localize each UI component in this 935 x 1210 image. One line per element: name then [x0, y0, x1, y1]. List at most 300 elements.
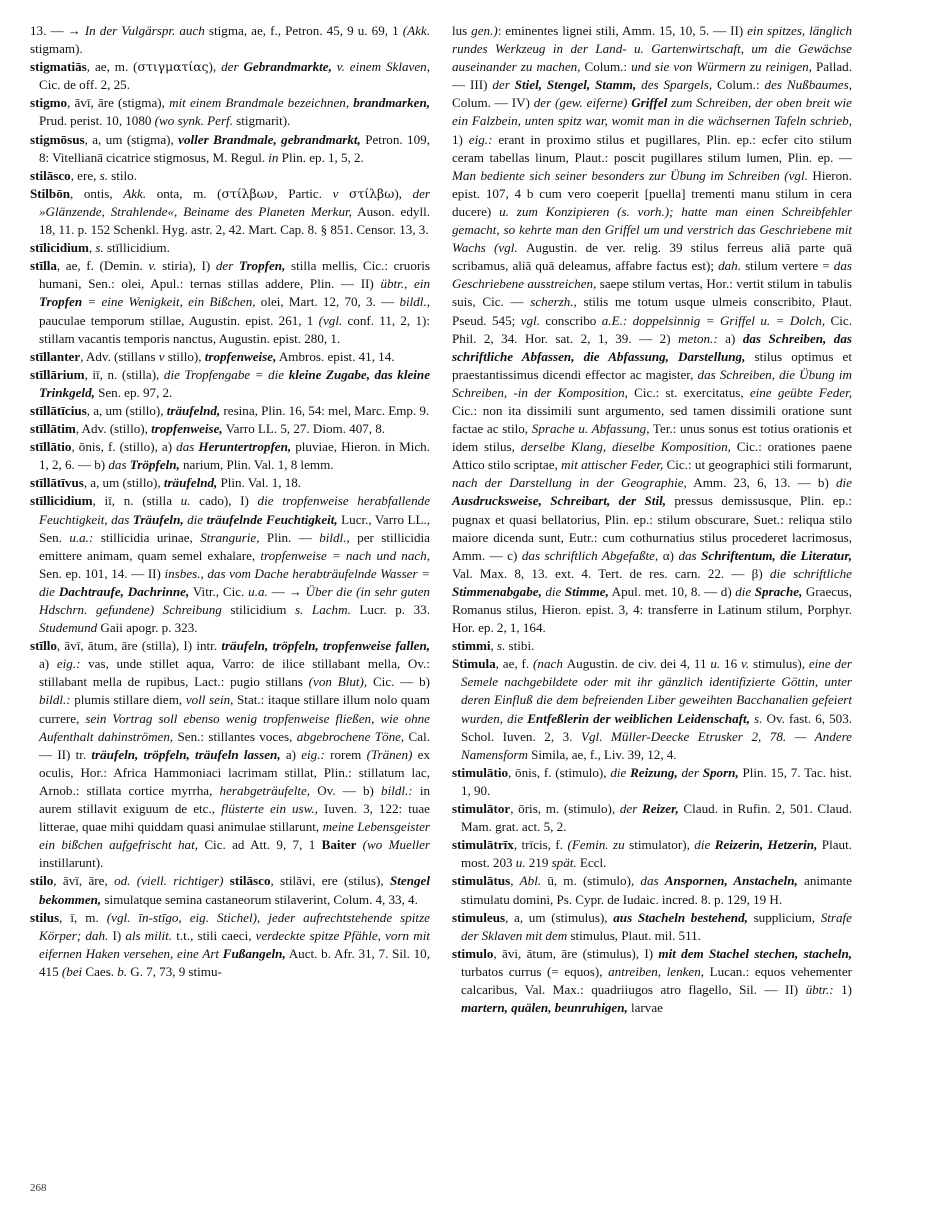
entry-headword: stimulātrīx — [452, 837, 514, 853]
entry-gloss-italic: (wo synk. Perf. — [154, 113, 237, 129]
entry-text: Plin. — — [259, 529, 320, 545]
entry-text: Colum.: — [712, 77, 765, 93]
entry-gloss-italic: die schriftliche — [769, 565, 852, 581]
entry-gloss-italic: die — [610, 764, 631, 780]
entry-gloss-italic: in — [268, 149, 282, 165]
entry-text: stilo. — [111, 167, 138, 183]
entry-headword: stimulātus — [452, 873, 511, 889]
entry-gloss-bold: martern, quälen, beunruhigen, — [461, 1000, 628, 1016]
entry-gloss-bold: Tropfen — [39, 294, 83, 310]
entry-text: 13. — [30, 23, 51, 38]
entry-gloss-italic: s. — [497, 638, 509, 654]
entry-text: , trīcis, f. — [513, 837, 568, 853]
entry-gloss-bold: träufelnd, — [166, 402, 221, 418]
entry-text: Ambros. epist. 41, 14. — [276, 348, 395, 364]
entry-gloss-bold: Stimmenabgabe, — [452, 583, 542, 599]
dictionary-entry — [30, 402, 430, 420]
entry-text: Vitr., Cic. — [189, 583, 249, 599]
entry-text: larvae — [627, 1000, 663, 1016]
entry-text: , ōnis, f. (stillo), a) — [71, 439, 177, 455]
entry-gloss-italic: od. (viell. richtiger) — [114, 873, 230, 889]
entry-text: , a, um (stillo), — [83, 475, 164, 491]
entry-gloss-italic: = eine Wenigkeit, ein Bißchen, — [82, 294, 256, 310]
entry-text: Ter.: unus sonus est totius orationis et idem stilus, — [452, 421, 852, 455]
entry-gloss-italic: abgebrochene Töne, — [296, 728, 405, 744]
entry-gloss-italic: (vgl. — [106, 909, 139, 925]
entry-gloss-bold: kleine Zugabe, das kleine Trinkgeld, — [39, 366, 431, 400]
entry-gloss-italic: das — [640, 873, 665, 889]
entry-gloss-bold: brandmarken, — [353, 95, 430, 111]
entry-text: 1) — [841, 981, 852, 997]
entry-text: Augustin. de civ. dei 4, 11 — [566, 656, 711, 672]
entry-gloss-italic: meine Lebensgeister ein bißchen aufgefrischt hat, — [39, 819, 430, 853]
entry-gloss-italic: v — [332, 185, 350, 201]
dictionary-entry — [452, 764, 852, 800]
dictionary-entry — [30, 131, 430, 167]
entry-gloss-bold: Reizerin, Hetzerin, — [714, 837, 818, 853]
entry-text: stigma, ae, f., Petron. 45, 9 u. 69, 1 — [208, 23, 403, 38]
entry-text: Apul. met. 10, 8. — d) — [608, 583, 736, 599]
entry-gloss-italic: īn-stīgo, — [138, 909, 190, 925]
entry-gloss-italic: a.E.: doppelsinnig = Griffel u. = Dolch, — [601, 312, 826, 328]
entry-gloss-italic: (Tränen) — [366, 746, 418, 762]
entry-gloss-italic: der — [677, 764, 703, 780]
entry-gloss-bold: Stengel bekommen, — [39, 873, 430, 907]
entry-gloss-italic: v. — [741, 656, 753, 672]
entry-headword: stīllo — [30, 638, 57, 654]
entry-text: , ae, m. ( — [86, 59, 138, 75]
entry-text: Ov. fast. 6, 503. Schol. Iuven. 2, 3. — [461, 710, 853, 744]
entry-text: Simila, ae, f., Liv. 39, 12, 4. — [531, 746, 677, 762]
entry-text: instillarunt). — [39, 855, 104, 871]
entry-text: olei, Mart. 12, 70, 3. — — [255, 294, 400, 310]
entry-gloss-bold: träufeln, tröpfeln, träufeln lassen, — [91, 746, 281, 762]
dictionary-entry — [452, 909, 852, 945]
entry-gloss-italic: (bei — [61, 963, 86, 979]
entry-text: , stilāvi, ere (stilus), — [270, 873, 390, 889]
entry-gloss-italic: mit attischer Feder, — [561, 457, 664, 473]
entry-gloss-italic: das Schreiben, die Übung im Schreiben, -in der Komposition, — [452, 366, 852, 400]
entry-text: Cic.: st. exercitatus, — [627, 384, 750, 400]
entry-text: stillicidia urinae, — [100, 529, 201, 545]
entry-text: conscribo — [545, 312, 602, 328]
entry-text: supplicium, — [747, 909, 821, 925]
entry-gloss-italic: scherzh., — [530, 294, 584, 310]
entry-text: Cic.: orationes paene Attico stilo scriptae, — [452, 439, 852, 473]
entry-gloss-italic: s. — [749, 710, 767, 726]
left-text-column — [30, 22, 430, 1147]
entry-headword: stimulo — [452, 945, 494, 961]
entry-gloss-bold: Griffel — [631, 95, 668, 111]
dictionary-entry — [30, 22, 430, 58]
dictionary-entry — [30, 474, 430, 492]
entry-gloss-italic: bildl.: — [381, 782, 420, 798]
entry-text: Plin. 15, 7. Tac. hist. 1, 90. — [461, 764, 852, 798]
entry-text: a) — [725, 330, 743, 346]
entry-text: stimulus), — [752, 656, 809, 672]
dictionary-entry — [30, 872, 430, 908]
entry-gloss-italic: als milit. — [125, 927, 177, 943]
entry-text: G. 7, 73, 9 stimu- — [130, 963, 222, 979]
entry-text: Claud. in Rufin. 2, 501. Claud. Mam. grat. act. 5, 2. — [461, 801, 852, 835]
entry-text: ū, m. (stimulo), — [547, 873, 641, 889]
entry-text: Iuven. 3, 122: tuae litterae, quae mihi quiddam quasi animulae stillarunt, — [39, 801, 430, 835]
entry-gloss-italic: mit einem Brandmale bezeichnen, — [169, 95, 354, 111]
entry-text: 219 — [528, 855, 552, 871]
entry-text: stīllicidium. — [106, 240, 170, 256]
entry-text: pluviae, Hieron. in Mich. 1, 2, 6. — b) — [39, 439, 430, 473]
entry-gloss-italic: vgl. — [520, 312, 546, 328]
entry-gloss-italic: nach der Darstellung in der Geographie, — [452, 475, 687, 491]
entry-gloss-bold: träufeln, tröpfeln, tropfenweise fallen, — [221, 638, 430, 654]
entry-gloss-italic: u. — [515, 855, 529, 871]
entry-gloss-italic: s. — [99, 167, 112, 183]
entry-gloss-italic: ein spitzes, länglich rundes Werkzeug in der Land- u. Gartenwirtschaft, um die Gewächse auseinander zu machen, — [452, 23, 852, 75]
entry-text: , ae, f. — [495, 656, 534, 672]
entry-text: stigmarit). — [236, 113, 291, 129]
entry-gloss-bold: Heruntertropfen, — [198, 439, 292, 455]
entry-gloss-italic: eig.: — [468, 131, 499, 147]
entry-text: stimulator), — [629, 837, 695, 853]
entry-text: , — [88, 240, 96, 256]
entry-headword: stimmi — [452, 638, 491, 654]
entry-text: Cic. de off. 2, 25. — [39, 77, 131, 93]
entry-gloss-italic: s. — [95, 240, 107, 256]
entry-text: Colum.: — [580, 59, 632, 75]
dictionary-entry — [30, 420, 430, 438]
entry-text: vas, unde stillet aqua, Varro: de ilice stillabant mella, Ov.: stillabant mella de rupibus, Lact.: pugio stillans — [39, 656, 430, 690]
entry-gloss-italic: eig.: — [301, 746, 331, 762]
entry-text: stilla mellis, Cic.: cruoris humani, Sen.: olei, Apul.: ternas stillas addere, Plin. — II) — [39, 258, 430, 292]
entry-gloss-italic: meton.: — [678, 330, 726, 346]
entry-gloss-italic: u. — [710, 656, 725, 672]
entry-text: , iī, n. (stilla), — [84, 366, 164, 382]
entry-text: ), — [394, 185, 413, 201]
entry-gloss-italic: (nach — [533, 656, 567, 672]
entry-text: stigmam). — [30, 41, 83, 57]
entry-text: Prud. perist. 10, 1080 — [39, 113, 155, 129]
entry-gloss-italic: insbes., das vom Dache herabträufelnde Wasser = die — [39, 565, 430, 599]
entry-text: α) — [658, 547, 679, 563]
entry-text: , āvī, āre, — [53, 873, 115, 889]
entry-text: Sen.: stillantes voces, — [173, 728, 297, 744]
entry-gloss-italic: der — [619, 801, 642, 817]
entry-text: 16 — [724, 656, 741, 672]
page-number: 268 — [30, 1182, 47, 1194]
entry-gloss-italic: Über die (in sehr guten Hdschrn. gefundene) Schreibung — [39, 583, 430, 617]
entry-text: Cic. Phil. 2, 34. Hor. sat. 2, 1, 39. — 2) — [452, 312, 852, 346]
entry-gloss-bold: Ausdrucksweise, Schreibart, der Stil, — [452, 493, 666, 509]
entry-text: Petron. 109, 8: Vitellianā cicatrice stigmosus, M. Regul. — [39, 131, 430, 165]
entry-gloss-italic: voll sein, — [185, 692, 234, 708]
entry-text: — → — [50, 23, 85, 38]
entry-gloss-italic: des Spargels, — [636, 77, 713, 93]
entry-text: Amm. 23, 6, 13. — b) — [686, 475, 836, 491]
dictionary-entry — [30, 438, 430, 474]
entry-text: resina, Plin. 16, 54: mel, Marc. Emp. 9. — [220, 402, 430, 418]
entry-gloss-bold: Dachtraufe, Dachrinne, — [58, 583, 190, 599]
entry-text: Eccl. — [579, 855, 607, 871]
dictionary-entry — [452, 872, 852, 908]
entry-text: stilum vertere = — [745, 258, 834, 274]
entry-text: ), — [208, 59, 222, 75]
entry-gloss-italic: Akk. — [123, 185, 157, 201]
two-column-layout — [30, 22, 905, 1147]
entry-text: Sen. ep. 97, 2. — [94, 384, 173, 400]
entry-gloss-italic: bildl., — [319, 529, 350, 545]
entry-text: , ere, — [70, 167, 100, 183]
entry-gloss-italic: u. — [180, 493, 200, 509]
entry-text: — → — [271, 583, 306, 599]
entry-text: Cic. — b) — [367, 674, 430, 690]
entry-text: , āvī, ātum, āre (stilla), I) intr. — [56, 638, 222, 654]
dictionary-entry — [30, 909, 430, 981]
dictionary-entry — [30, 58, 430, 94]
entry-gloss-italic: verdeckte spitze Pfähle, vorn mit eifernen Haken versehen, eine Art — [39, 927, 430, 961]
entry-headword: stīllanter — [30, 348, 81, 364]
entry-gloss-italic: (von Blut), — [308, 674, 368, 690]
dictionary-entry — [30, 348, 430, 366]
entry-headword: stīllicidium — [30, 493, 93, 509]
entry-text: a) — [280, 746, 302, 762]
entry-gloss-bold: Tropfen, — [238, 258, 286, 274]
entry-text: Cal. — II) tr. — [39, 728, 430, 762]
entry-text: Cic.: non ita dissimili sunt argumento, sed tamen dissimili oratione sunt factae ac stilo, — [452, 402, 852, 437]
entry-text: Auson. edyll. 18, 11. p. 152 Schenkl. Hyg. astr. 2, 42. Mart. Cap. 8. § 851. Censor. 13, 3. — [39, 203, 430, 238]
entry-gloss-bold: Sporn, — [702, 764, 739, 780]
greek-etymon: στίλβω — [349, 185, 395, 201]
entry-headword: stilo — [30, 873, 54, 889]
entry-gloss-italic: sein Vortrag soll ebenso wenig tropfenweise fließen, wie ohne Aufenthalt dahinströmen, — [39, 710, 430, 744]
entry-text: , ōris, m. (stimulo), — [510, 801, 620, 817]
entry-gloss-italic: die tropfenweise herabfallende Feuchtigkeit, das — [39, 493, 431, 527]
entry-gloss-bold: träufelnde Feuchtigkeit, — [206, 511, 338, 527]
entry-text: Stat.: itaque stillare illum nolo quam currere, — [39, 692, 430, 726]
entry-gloss-italic: Vgl. Müller-Deecke Etrusker 2, 78. — Andere Namensform — [461, 728, 852, 762]
entry-text: , a, um (stillo), — [86, 402, 167, 418]
entry-text: 1) — [452, 131, 469, 147]
entry-gloss-bold: Fußangeln, — [222, 945, 286, 961]
entry-gloss-bold: Reizer, — [642, 801, 679, 817]
entry-text: , — [490, 638, 497, 654]
entry-headword: stīllātim — [30, 421, 76, 437]
entry-gloss-bold: aus Stacheln bestehend, — [613, 909, 748, 925]
entry-text: in aurem stillavit exiguum de etc., — [39, 782, 430, 817]
entry-text: a) — [39, 656, 57, 672]
entry-gloss-italic: s. Lachm. — [294, 602, 360, 617]
entry-text: , ī, m. — [59, 909, 107, 925]
entry-gloss-italic: des Nußbaumes, — [764, 77, 852, 93]
entry-text: , Adv. (stillo), — [75, 421, 152, 437]
entry-gloss-italic: der — [215, 258, 239, 274]
entry-gloss-italic: die — [183, 511, 207, 527]
entry-gloss-italic: Man bediente sich seiner besonders zur Übung im Schreiben (vgl. — [452, 167, 813, 183]
entry-text: narium, Plin. Val. 1, 8 lemm. — [179, 457, 334, 473]
dictionary-entry — [452, 836, 852, 872]
entry-headword: stimuleus — [452, 909, 506, 925]
entry-gloss-bold: Tröpfeln, — [129, 457, 180, 473]
entry-gloss-italic: dah. — [718, 258, 746, 274]
entry-gloss-bold: Stiel, Stengel, Stamm, — [514, 77, 637, 93]
entry-text: onta, m. ( — [156, 185, 222, 201]
entry-gloss-italic: übtr.: — [805, 981, 842, 997]
entry-gloss-bold: Schriftentum, die Literatur, — [701, 547, 852, 563]
entry-gloss-italic: die — [694, 837, 715, 853]
entry-text: turbatos currus (= equos), — [461, 963, 609, 979]
entry-gloss-italic: eine geübte Feder, — [749, 384, 852, 400]
entry-text: Auct. b. Afr. 31, 7. Sil. 10, 415 — [39, 945, 430, 979]
entry-text: , ae, f. (Demin. — [56, 258, 149, 274]
dictionary-entry — [452, 655, 852, 764]
entry-gloss-bold: tropfenweise, — [151, 421, 223, 437]
entry-headword: stilāsco — [229, 873, 271, 889]
entry-headword: stīlicidium — [30, 240, 89, 256]
dictionary-entry — [452, 637, 852, 655]
entry-gloss-italic: flüsterte ein usw., — [221, 801, 318, 817]
entry-text: , āvi, ātum, āre (stimulus), I) — [493, 945, 659, 961]
entry-headword: stimulātio — [452, 764, 509, 780]
entry-text: pauculae temporum stillae, Augustin. epist. 261, 1 — [39, 312, 319, 328]
entry-gloss-italic: v — [158, 348, 168, 364]
entry-text: , — [510, 873, 520, 889]
entry-gloss-italic: b. — [117, 963, 131, 979]
entry-gloss-italic: In der Vulgärspr. auch — [84, 23, 209, 38]
entry-text: per stillicidia emittere animam, quam semel exhalare, — [39, 529, 430, 563]
entry-text: , iī, n. (stilla — [92, 493, 181, 509]
entry-text: Graecus, Romanus stilus, Hieron. epist. 3, 4: transferre in Latinum stilum, Porphyr. Hor. ep. 2, 1, 164. — [452, 583, 853, 636]
entry-text: Lucan.: equos vehementer calcaribus, Val. Max.: quadriiugos atro flagello, Sil. — II) — [461, 963, 853, 997]
entry-text: , Partic. — [274, 185, 333, 201]
entry-gloss-italic: der — [492, 77, 515, 93]
entry-gloss-italic: spät. — [551, 855, 580, 871]
entry-gloss-italic: das — [678, 547, 702, 563]
greek-etymon: στιγματίας — [137, 59, 209, 75]
entry-text: Augustin. de ver. relig. 39 stilus ferreus aliā parte quā scribamus, aliā quā deleamus, affabre factus est); — [452, 240, 853, 274]
entry-headword: stīllātīcius — [30, 402, 87, 418]
entry-text: animante stimulatu domini, Ps. Cypr. de Iudaic. incred. 8. p. 129, 19 H. — [461, 873, 852, 907]
entry-gloss-bold: Anspornen, Anstacheln, — [664, 873, 798, 889]
dictionary-entry — [30, 257, 430, 347]
entry-gloss-italic: eig.: — [56, 656, 89, 672]
entry-text: stillo), — [167, 348, 205, 364]
entry-gloss-italic: die — [735, 583, 755, 599]
dictionary-entry — [30, 239, 430, 257]
dictionary-entry — [452, 22, 852, 637]
entry-text: Lucr., Varro LL., Sen. — [39, 511, 430, 545]
entry-gloss-bold: tropfenweise, — [204, 348, 277, 364]
entry-gloss-bold: das Schreiben, das schriftliche Abfassen, die Abfassung, Darstellung, — [452, 330, 852, 364]
entry-text: cado), I) — [199, 493, 258, 509]
entry-text: Gaii apogr. p. 323. — [100, 620, 198, 636]
entry-text: I) — [112, 927, 126, 943]
dictionary-entry — [452, 945, 852, 1017]
entry-gloss-italic: u.a.: — [69, 529, 101, 545]
entry-gloss-italic: der — [221, 59, 244, 75]
entry-gloss-italic: (wo Mueller — [362, 837, 431, 853]
entry-gloss-bold: Träufeln, — [132, 511, 184, 527]
entry-gloss-italic: das — [108, 457, 130, 473]
entry-text: saepe stilum vertas, Hor.: vertit stilum in tabulis suis, Cic. — — [452, 276, 852, 310]
entry-text: Cic. ad Att. 9, 7, 1 — [198, 837, 322, 853]
dictionary-entry — [30, 637, 430, 872]
entry-text: Plin. Val. 1, 18. — [217, 475, 302, 491]
entry-gloss-italic: herabgeträufelte, — [219, 782, 311, 798]
entry-gloss-italic: die — [541, 583, 565, 599]
entry-gloss-italic: gen.) — [471, 23, 498, 38]
entry-gloss-italic: Strangurie, — [200, 529, 260, 545]
entry-gloss-italic: eig. Stichel), jeder aufrechtstehende spitze Körper; dah. — [39, 909, 430, 943]
entry-gloss-bold: mit dem Stachel stechen, stacheln, — [658, 945, 853, 961]
entry-gloss-italic: und sie von Würmern zu reinigen, — [631, 59, 812, 75]
entry-headword: Baiter — [321, 837, 363, 853]
entry-text: stibi. — [508, 638, 535, 654]
greek-etymon: στίλβων — [221, 185, 275, 201]
entry-text: Sen. ep. 101, 14. — II) — [39, 565, 165, 581]
entry-headword: stigmo — [30, 95, 68, 111]
dictionary-entry — [30, 167, 430, 185]
entry-text: stimulus, Plaut. mil. 511. — [570, 927, 701, 943]
entry-text: Ov. — b) — [310, 782, 382, 798]
entry-headword: Stilbōn — [30, 185, 71, 201]
entry-gloss-italic: bildl.: — [39, 692, 75, 708]
entry-headword: stilāsco — [30, 167, 71, 183]
entry-gloss-italic: zum Schreiben, der oben breit wie ein Falzbein, unten spitz war, womit man in die wächsernen Tafeln schrieb, — [452, 95, 852, 129]
entry-text: , ōnis, f. (stimulo), — [508, 764, 611, 780]
entry-text: stiria), I) — [162, 258, 216, 274]
entry-gloss-italic: Strafe der Sklaven mit dem — [461, 909, 852, 943]
entry-gloss-italic: u. zum Konzipieren (s. vorh.); hatte man einen Schreibfehler gemacht, so kehrte man den Griffel um und verstrich das Geschriebene mit Wachs (vgl. — [452, 203, 852, 256]
entry-gloss-italic: der »Glänzende, Strahlende«, Beiname des Planeten Merkur, — [39, 185, 430, 219]
entry-text: Cic.: ut geographici stili formarunt, — [663, 457, 852, 473]
entry-text: pressus demissusque, Plin. ep.: pugnax et quasi bellatorius, Plin. ep.: stilum obscurare, Suet.: reliqua stilo maiore dicenda sunt, Eutr.: cum cothurnatius stilus procederet lacrimosus, Amm. — c) — [452, 493, 852, 563]
entry-gloss-italic: das Geschriebene ausstreichen, — [452, 258, 852, 292]
entry-text: t.t., stili caeci, — [176, 927, 256, 943]
entry-gloss-italic: u.a. — [248, 583, 272, 599]
entry-gloss-italic: die — [836, 475, 852, 491]
entry-text: Colum. — IV) — [452, 95, 534, 111]
entry-gloss-italic: (vgl. — [318, 312, 348, 328]
entry-gloss-italic: (Femin. zu — [567, 837, 630, 853]
entry-headword: stigmatiās — [30, 59, 87, 75]
entry-headword: stimulātor — [452, 801, 511, 817]
dictionary-entry — [30, 366, 430, 402]
entry-text: erant in proximo stilus et pugillares, Plin. ep.: ecfer cito stilum ceram tabellas linum, Plaut.: poscit pugillares stilum lumen, Plin. ep. — — [452, 131, 852, 165]
entry-gloss-italic: derselbe Klang, dieselbe Komposition, — [520, 439, 731, 455]
entry-gloss-bold: Reizung, — [630, 764, 678, 780]
entry-gloss-italic: das — [176, 439, 199, 455]
entry-text: Hieron. epist. 107, 4 b cum vero coeperit [puella] trementi manu stilum in cera ducere) — [452, 167, 852, 219]
entry-gloss-italic: eine der Semele nachgebildete oder mit ihr gänzlich identifizierte Göttin, unter deren Einfluß die dem befreienden Liber geweihten Bacchanalien gefeiert wurden, die — [461, 656, 852, 726]
right-text-column — [452, 22, 852, 1147]
entry-text: , Adv. (stillans — [80, 348, 159, 364]
entry-text: Caes. — [85, 963, 118, 979]
entry-text: Plaut. most. 203 — [461, 837, 853, 871]
entry-gloss-italic: Abl. — [519, 873, 548, 889]
entry-text: stilicidium — [230, 602, 295, 617]
entry-text: Lucr. p. 33. — [359, 602, 430, 617]
entry-gloss-italic: (Akk. — [402, 23, 430, 38]
entry-text: lus — [452, 23, 472, 38]
entry-gloss-bold: träufelnd, — [163, 475, 218, 491]
entry-gloss-italic: der (gew. eiferne) — [533, 95, 632, 111]
entry-text: Plin. ep. 1, 5, 2. — [281, 149, 364, 165]
entry-gloss-italic: v. — [148, 258, 163, 274]
entry-gloss-italic: tropfenweise = nach und nach, — [260, 547, 430, 563]
entry-text: ex oculis, Hor.: Africa Hammoniaci lacrimam stillat, Plin.: stillatum lac, Arnob.: stillata cortice myrrha, — [39, 746, 430, 798]
entry-gloss-italic: die Tropfengabe = die — [163, 366, 289, 382]
entry-text: plumis stillare diem, — [74, 692, 186, 708]
entry-gloss-italic: das schriftlich Abgefaßte, — [521, 547, 659, 563]
